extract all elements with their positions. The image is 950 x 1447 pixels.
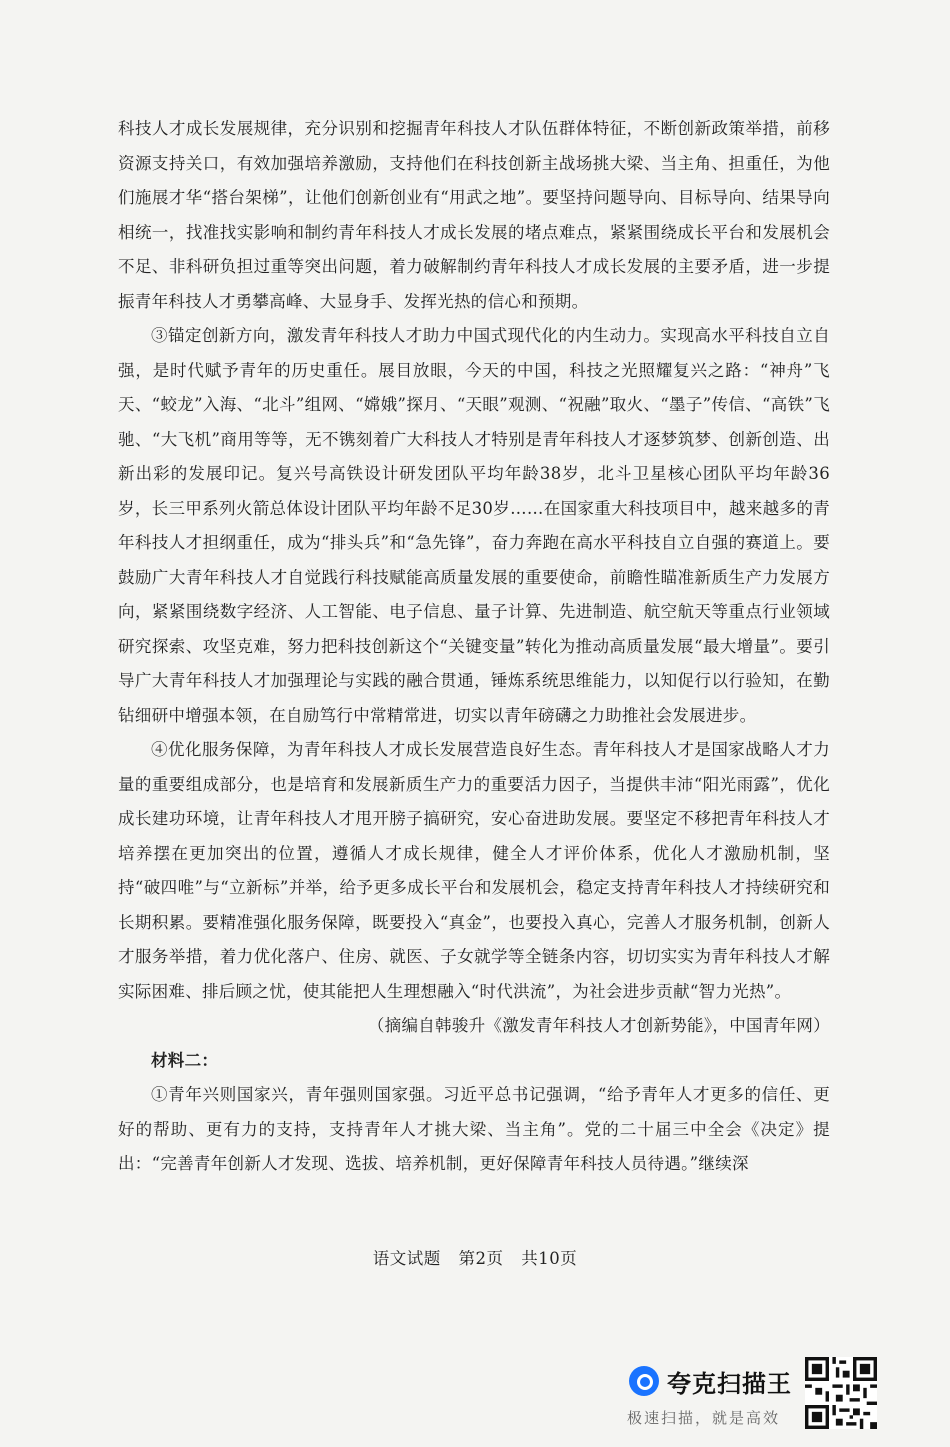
- material-2-paragraph-1: ①青年兴则国家兴，青年强则国家强。习近平总书记强调，“给予青年人才更多的信任、更好的帮助、更有力的支持，支持青年人才挑大梁、当主角”。党的二十届三中全会《决定》提出：“完善青年创新人才发现、选拔、培养机制，更好保障青年科技人员待遇。”继续深: [118, 1085, 830, 1173]
- paragraph-4: ④优化服务保障，为青年科技人才成长发展营造良好生态。青年科技人才是国家战略人才力量的重要组成部分，也是培育和发展新质生产力的重要活力因子，当提供丰沛“阳光雨露”，优化成长建功环境，让青年科技人才甩开膀子搞研究，安心奋进助发展。要坚定不移把青年科技人才培养摆在更加突出的位置，遵循人才成长规律，健全人才评价体系，优化人才激励机制，坚持“破四唯”与“立新标”并举，给予更多成长平台和发展机会，稳定支持青年科技人才持续研究和长期积累。要精准强化服务保障，既要投入“真金”，也要投入真心，完善人才服务机制，创新人才服务举措，着力优化落户、住房、就医、子女就学等全链条内容，切切实实为青年科技人才解实际困难、排后顾之忧，使其能把人生理想融入“时代洪流”，为社会进步贡献“智力光热”。: [118, 740, 830, 1001]
- section-title-material-2: 材料二：: [151, 1050, 219, 1070]
- footer-total-pages: 共10页: [521, 1249, 578, 1268]
- footer-subject: 语文试题: [372, 1249, 441, 1268]
- qr-code-icon: [805, 1357, 877, 1429]
- body-text: [118, 112, 830, 1182]
- source-citation: （摘编自韩骏升《激发青年科技人才创新势能》，中国青年网）: [367, 1016, 830, 1035]
- paragraph-3: ③锚定创新方向，激发青年科技人才助力中国式现代化的内生动力。实现高水平科技自立自强，是时代赋予青年的历史重任。展目放眼，今天的中国，科技之光照耀复兴之路：“神舟”飞天、“蛟龙”入海、“北斗”组网、“嫦娥”探月、“天眼”观测、“祝融”取火、“墨子”传信、“高铁”飞驰、“大飞机”商用等等，无不镌刻着广大科技人才特别是青年科技人才逐梦筑梦、创新创造、出新出彩的发展印记。复兴号高铁设计研发团队平均年龄38岁，北斗卫星核心团队平均年龄36岁，长三甲系列火箭总体设计团队平均年龄不足30岁……在国家重大科技项目中，越来越多的青年科技人才担纲重任，成为“排头兵”和“急先锋”，奋力奔跑在高水平科技自立自强的赛道上。要鼓励广大青年科技人才自觉践行科技赋能高质量发展的重要使命，前瞻性瞄准新质生产力发展方向，紧紧围绕数字经济、人工智能、电子信息、量子计算、先进制造、航空航天等重点行业领域研究探索、攻坚克难，努力把科技创新这个“关键变量”转化为推动高质量发展“最大增量”。要引导广大青年科技人才加强理论与实践的融合贯通，锤炼系统思维能力，以知促行以行验知，在勤钻细研中增强本领，在自励笃行中常精常进，切实以青年磅礴之力助推社会发展进步。: [118, 326, 830, 725]
- page-footer: [0, 1245, 950, 1269]
- watermark-brand: 夸克扫描王: [667, 1370, 792, 1398]
- scanner-logo-icon: [629, 1366, 659, 1396]
- watermark-tagline: 极速扫描，就是高效: [627, 1409, 781, 1427]
- paragraph-continued: 科技人才成长发展规律，充分识别和挖掘青年科技人才队伍群体特征，不断创新政策举措，前移资源支持关口，有效加强培养激励，支持他们在科技创新主战场挑大梁、当主角、担重任，为他们施展才华“搭台架梯”，让他们创新创业有“用武之地”。要坚持问题导向、目标导向、结果导向相统一，找准找实影响和制约青年科技人才成长发展的堵点难点，紧紧围绕成长平台和发展机会不足、非科研负担过重等突出问题，着力破解制约青年科技人才成长发展的主要矛盾，进一步提振青年科技人才勇攀高峰、大显身手、发挥光热的信心和预期。: [118, 119, 830, 311]
- footer-page-number: 第2页: [458, 1249, 504, 1268]
